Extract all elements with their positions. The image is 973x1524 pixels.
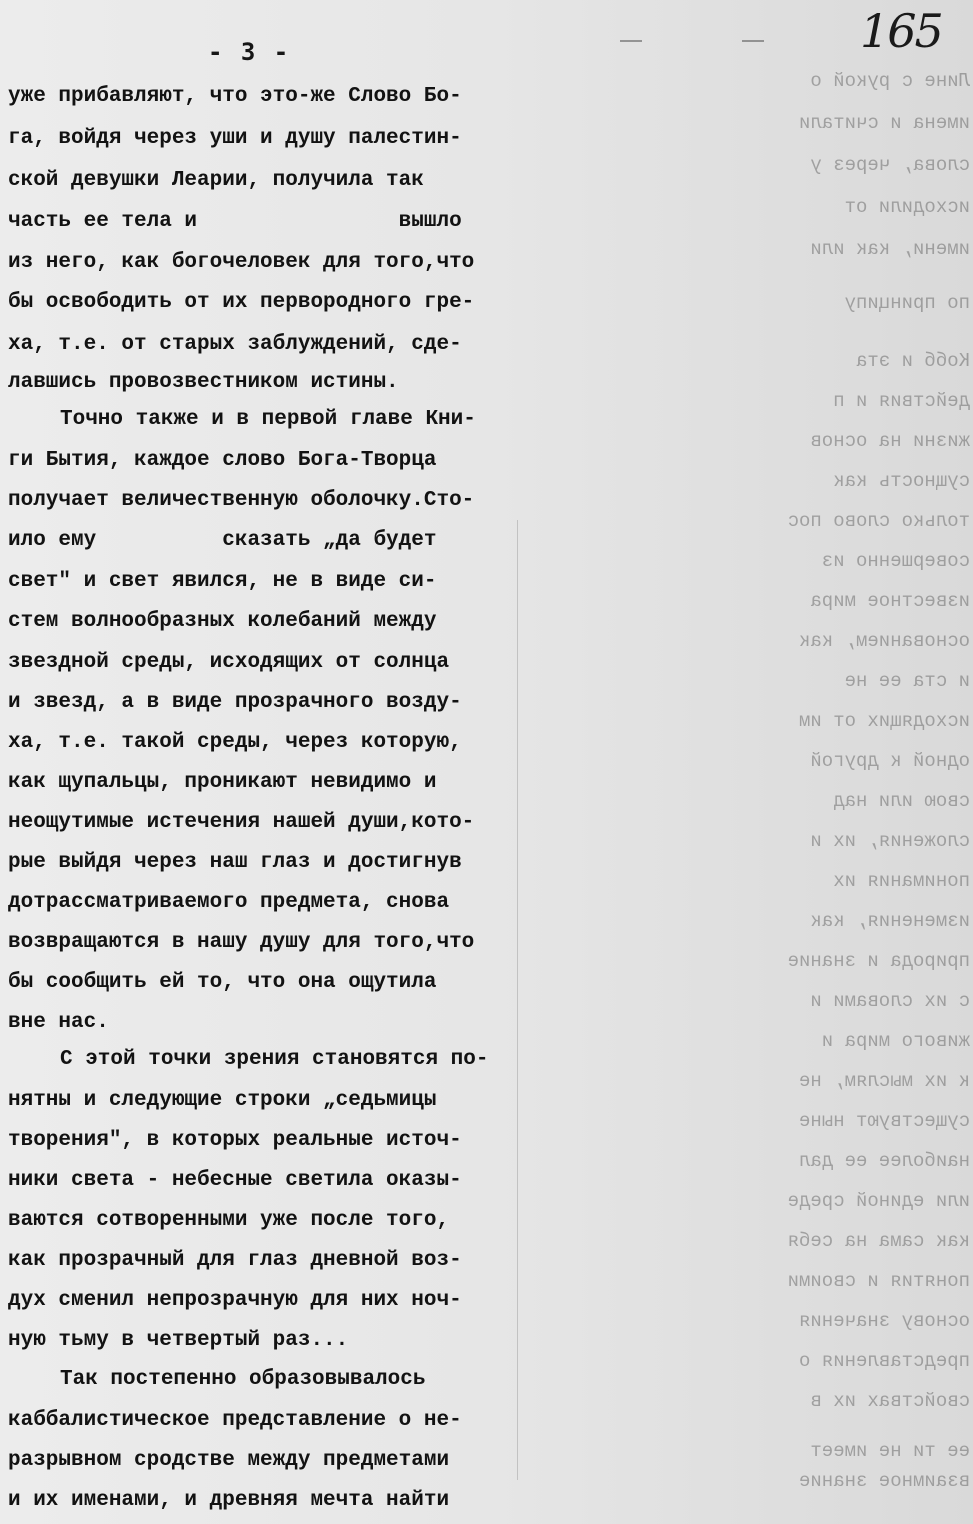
bleed-margin-rule bbox=[517, 520, 518, 1480]
text-line: Точно также и в первой главе Кни- bbox=[60, 408, 476, 431]
text-line: разрывном сродстве между предметами bbox=[8, 1449, 450, 1472]
text-line: рые выйдя через наш глаз и достигнув bbox=[8, 851, 462, 874]
text-line: творения", в которых реальные источ- bbox=[8, 1129, 462, 1152]
text-line: получает величественную оболочку.Сто- bbox=[8, 489, 475, 512]
text-line: как щупальцы, проникают невидимо и bbox=[8, 771, 437, 794]
bleed-through-text: Лине с рукой о имена и считали слова, через у исходили от имени, как или по принципу Кобб и эта действия и п жизни на основ сущность как только слово пос совершенно из известное мира основанием, как и ста ее не исходящих от им одной к другой свою или над сложения, их и понимания их изменения, как природа и знание с их словами и живого мира и к их мыслям, не существуют ныне наиболее ее дал или единой среде как сама на себя понятия и своими основу значения представления о свойствах их в ее ти не имеет взаимное знание bbox=[787, 70, 970, 1492]
text-line: ную тьму в четвертый раз... bbox=[8, 1329, 349, 1352]
text-line: свет" и свет явился, не в виде си- bbox=[8, 570, 437, 593]
text-line: бы освободить от их первородного гре- bbox=[8, 291, 475, 314]
text-line: ваются сотворенными уже после того, bbox=[8, 1209, 450, 1232]
text-line: и звезд, а в виде прозрачного возду- bbox=[8, 691, 462, 714]
bleed-dash-mark bbox=[620, 40, 642, 42]
text-column bbox=[8, 0, 513, 1524]
text-line: вне нас. bbox=[8, 1011, 109, 1034]
text-line: стем волнообразных колебаний между bbox=[8, 610, 437, 633]
text-line: бы сообщить ей то, что она ощутила bbox=[8, 971, 437, 994]
text-line: ха, т.е. такой среды, через которую, bbox=[8, 731, 462, 754]
text-line: как прозрачный для глаз дневной воз- bbox=[8, 1249, 462, 1272]
text-line: возвращаются в нашу душу для того,что bbox=[8, 931, 475, 954]
text-line: часть ее тела и вышло bbox=[8, 210, 462, 233]
text-line: га, войдя через уши и душу палестин- bbox=[8, 127, 462, 150]
text-line: дух сменил непрозрачную для них ноч- bbox=[8, 1289, 462, 1312]
text-line: каббалистическое представление о не- bbox=[8, 1409, 462, 1432]
text-line: нятны и следующие строки „седьмицы bbox=[8, 1089, 437, 1112]
text-line: ило ему сказать „да будет bbox=[8, 529, 437, 552]
text-line: уже прибавляют, что это-же Слово Бо- bbox=[8, 85, 462, 108]
text-line: звездной среды, исходящих от солнца bbox=[8, 651, 450, 674]
text-line: ги Бытия, каждое слово Бога-Творца bbox=[8, 449, 437, 472]
bleed-dash-mark bbox=[742, 40, 764, 42]
text-line: ской девушки Леарии, получила так bbox=[8, 169, 424, 192]
text-line: неощутимые истечения нашей души,кото- bbox=[8, 811, 475, 834]
text-line: дотрассматриваемого предмета, снова bbox=[8, 891, 450, 914]
handwritten-page-number: 165 bbox=[860, 4, 942, 58]
page-number: - 3 - bbox=[208, 38, 291, 66]
text-line: из него, как богочеловек для того,что bbox=[8, 251, 475, 274]
text-line: лавшись провозвестником истины. bbox=[8, 371, 399, 394]
text-line: и их именами, и древняя мечта найти bbox=[8, 1489, 450, 1512]
text-line: С этой точки зрения становятся по- bbox=[60, 1048, 489, 1071]
text-line: Так постепенно образовывалось bbox=[60, 1368, 426, 1391]
text-line: ха, т.е. от старых заблуждений, сде- bbox=[8, 333, 462, 356]
text-line: ники света - небесные светила оказы- bbox=[8, 1169, 462, 1192]
